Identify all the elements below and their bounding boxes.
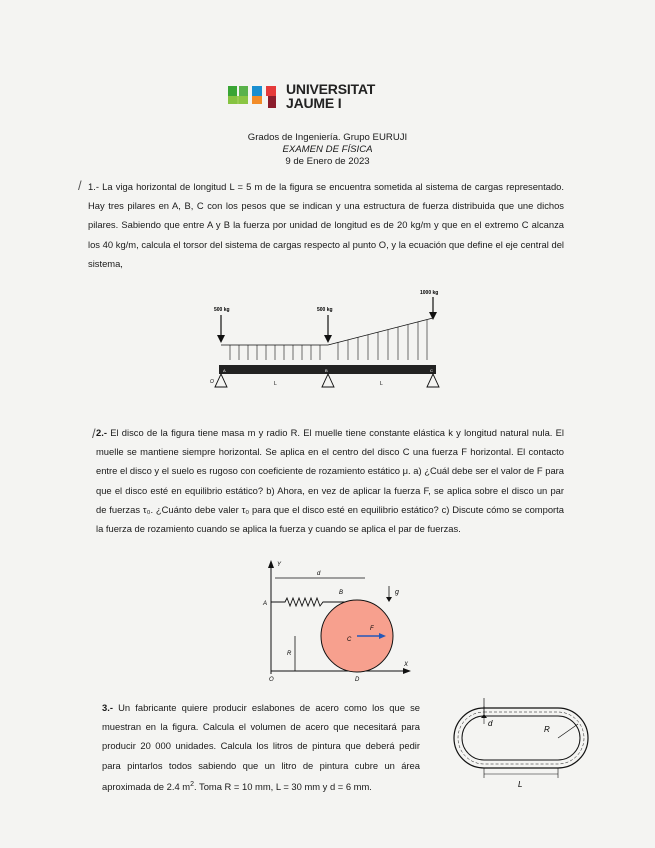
thickness-d-label: d [488, 719, 493, 728]
header-line1: Grados de Ingeniería. Grupo EURUJI [247, 132, 408, 143]
point-b-label: B [339, 590, 344, 596]
radius-r-label: R [287, 651, 292, 657]
radius-r-label: R [544, 725, 550, 734]
link-figure [446, 694, 596, 794]
load-b-label: 500 kg [317, 307, 333, 313]
question-2 [96, 423, 564, 538]
q2-number: 2.- [96, 427, 107, 438]
q3-number: 3.- [102, 702, 113, 713]
gravity-label: g [395, 589, 399, 596]
support-b [322, 374, 334, 387]
q2-text: El disco de la figura tiene masa m y radio R. El muelle tiene constante elástica k y longitud natural nula. El muelle se mantiene siempre horizontal. Se aplica en el centro del disco C una fuerza F horizontal. El contacto entre el disco y el suelo es rugoso con coeficiente de rozamiento estático μ. a) ¿Cuál debe ser el valor de F para que el disco esté en equilibrio estático? b) Ahora, en vez de aplicar la fuerza F, se aplica sobre el disco un par de fuerzas τ₀. ¿Cuánto debe valer τ₀ para que el disco esté en equilibrio estático? c) Discute cómo se comporta la fuerza de rozamiento cuando se aplica la fuerza y cuando se aplica el par de fuerzas. [96, 427, 564, 535]
axis-x-label: X [404, 662, 409, 668]
university-line2: JAUME I [286, 95, 342, 111]
distance-d-label: d [317, 571, 321, 577]
load-a-label: 500 kg [214, 307, 230, 313]
axis-y-label: Y [277, 562, 282, 568]
q1-number: 1.- [88, 181, 99, 192]
q3-text-a: Un fabricante quiere producir eslabones de acero como los que se muestran en la figura. Calcula el volumen de acero que necesitará para producir 20 000 unidades. Calcula los litros de pintura que deberá pedir para pintarlos todos sabiendo que un litro de pintura cubre un área aproximada de 2.4 m [102, 702, 420, 792]
question-3 [102, 698, 420, 796]
point-a-label: A [263, 601, 268, 607]
label-l2: L [380, 381, 383, 387]
beam-figure [200, 285, 450, 397]
check-mark-icon: / [92, 426, 96, 441]
link-inner [462, 716, 580, 760]
point-d-label: D [355, 677, 360, 683]
origin-o-label: O [269, 677, 274, 683]
load-c-label: 1000 kg [420, 290, 439, 296]
support-c [427, 374, 439, 387]
center-c-label: C [347, 637, 352, 643]
university-line1: UNIVERSITAT [286, 81, 376, 97]
q1-text: La viga horizontal de longitud L = 5 m de la figura se encuentra sometida al sistema de cargas representado. Hay tres pilares en A, B, C con los pesos que se indican y una estructura de fuerza distribuida que une dichos pilares. Sabiendo que entre A y B la fuerza por unidad de longitud es de 20 kg/m y que en el extremo C alcanza los 40 kg/m, calcula el torsor del sistema de cargas respecto al punto O, y la ecuación que define el eje central del sistema, [88, 181, 564, 269]
length-l-label: L [518, 780, 523, 789]
disc-figure [255, 556, 415, 684]
label-l1: L [274, 381, 277, 387]
header-line2: EXAMEN DE FÍSICA [282, 144, 373, 155]
check-mark-icon: / [78, 178, 82, 193]
support-a [215, 374, 227, 387]
header-line3: 9 de Enero de 2023 [285, 156, 370, 167]
force-f-label: F [370, 626, 374, 632]
link-outer [454, 708, 588, 768]
label-c: C [430, 368, 433, 373]
label-b: B [325, 368, 328, 373]
q3-sup: 2 [190, 780, 194, 788]
q3-text-b: . Toma R = 10 mm, L = 30 mm y d = 6 mm. [193, 780, 372, 792]
university-name [286, 82, 375, 110]
question-1 [88, 177, 564, 273]
label-a: A [223, 368, 226, 373]
label-o: O [210, 379, 214, 385]
